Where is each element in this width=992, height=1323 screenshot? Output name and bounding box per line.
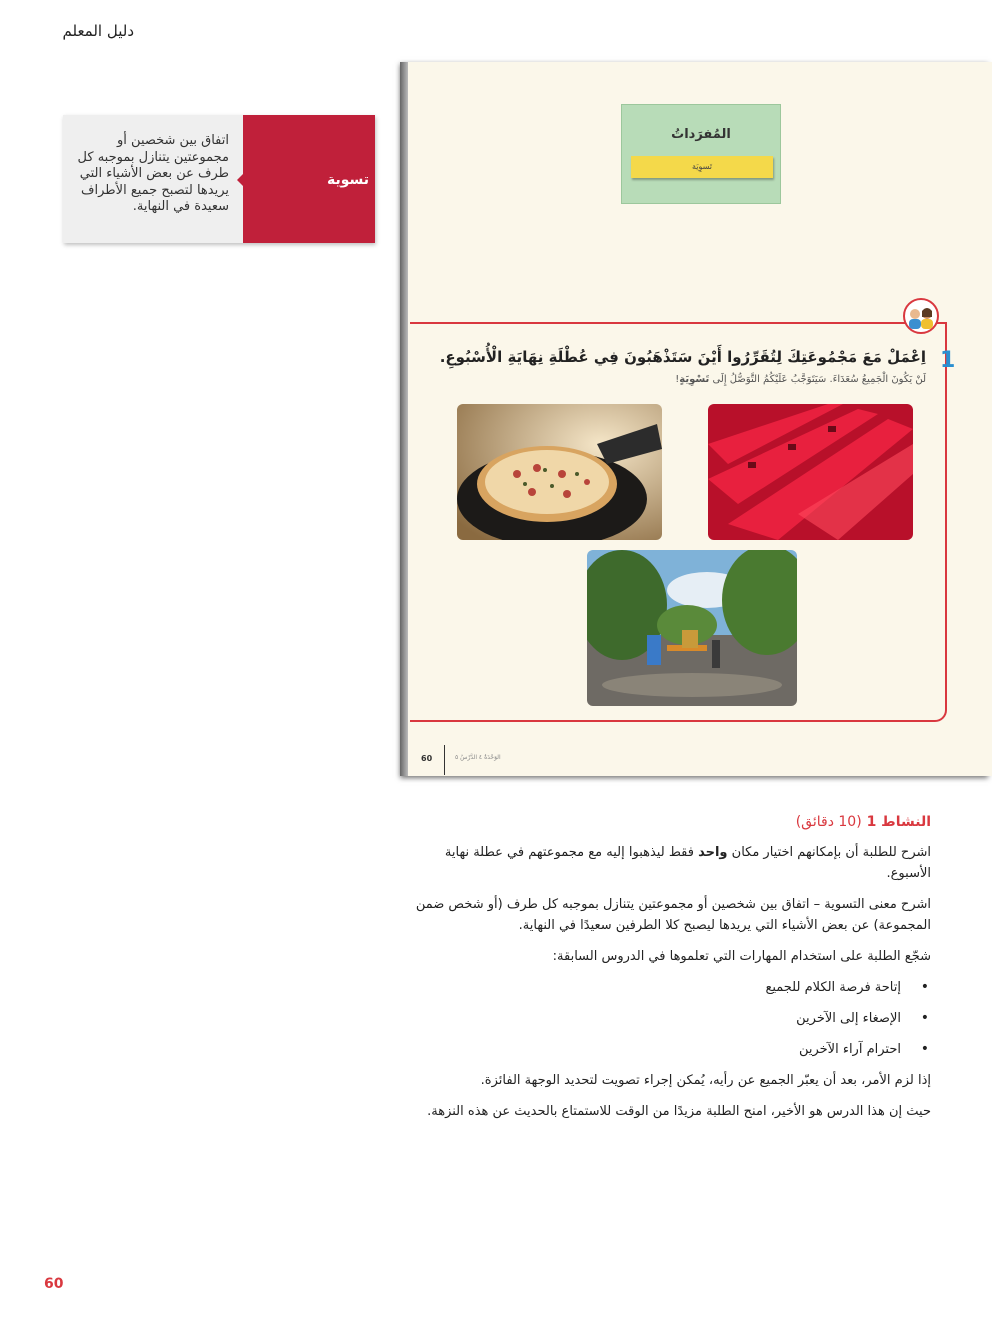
- list-item: • احترام آراء الآخرين: [400, 1039, 901, 1060]
- note-paragraph-1-end: فقط ليذهبوا إليه مع مجموعتهم في عطلة نهاية الأسبوع.: [444, 845, 931, 881]
- group-avatars-icon: [897, 297, 945, 335]
- guide-title: دليل المعلم: [62, 22, 134, 40]
- skills-list: [400, 977, 931, 1060]
- cinema-seats-photo: [708, 404, 913, 540]
- glossary-definition: اتفاق بين شخصين أو مجموعتين يتنازل بموجبه كل طرف عن بعض الأشياء التي يريدها لتصبح جميع الأطراف سعيدة في النهاية.: [63, 115, 243, 243]
- activity-subtitle-text: لَنْ يَكُونَ الْجَمِيعُ سُعَدَاءَ. سَيَتَوَجَّبُ عَلَيْكُمُ التَّوَصُّلُ إِلَى: [709, 374, 926, 385]
- textbook-unit-label: الوَحْدَةُ ٤ الدَّرْسُ ٥: [455, 754, 501, 761]
- note-paragraph-4: إذا لزم الأمر، بعد أن يعبّر الجميع عن رأيه، يُمكن إجراء تصويت لتحديد الوجهة الفائزة.: [480, 1073, 931, 1088]
- note-paragraph-1: [400, 842, 931, 884]
- activity-duration: (10 دقائق): [795, 814, 862, 830]
- activity-heading-label: النشاط 1: [866, 814, 931, 830]
- activity-subtitle-end: !: [675, 374, 680, 385]
- activity-subtitle-keyword: تَسْوِيَةٍ: [679, 374, 710, 385]
- note-paragraph-1-start: اشرح للطلبة أن بإمكانهم اختيار مكان: [727, 845, 931, 860]
- glossary-term-box: [243, 115, 375, 243]
- page-number: 60: [44, 1276, 64, 1292]
- vocabulary-title: المُفرَداتُ: [671, 127, 731, 142]
- glossary-term: تسوية: [326, 172, 369, 188]
- park-playground-photo: [587, 550, 797, 706]
- teacher-notes: [400, 812, 931, 1132]
- note-paragraph-3: شجّع الطلبة على استخدام المهارات التي تعلموها في الدروس السابقة:: [552, 949, 931, 964]
- activity-subtitle: [430, 374, 926, 385]
- vocabulary-word-card: تَسوِيَة: [631, 156, 773, 178]
- footer-divider: [444, 745, 445, 775]
- note-paragraph-5: حيث إن هذا الدرس هو الأخير، امنح الطلبة مزيدًا من الوقت للاستمتاع بالحديث عن هذه النزهة.: [427, 1104, 931, 1119]
- list-item: • إتاحة فرصة الكلام للجميع: [400, 977, 901, 998]
- activity-title: اِعْمَلْ مَعَ مَجْمُوعَتِكَ لِتُقَرِّرُوا أَيْنَ سَتَذْهَبُونَ فِي عُطْلَةِ نِهَايَةِ الْأُسْبُوعِ.: [439, 348, 926, 366]
- list-item: • الإصغاء إلى الآخرين: [400, 1008, 901, 1029]
- textbook-page-number: 60: [421, 754, 433, 763]
- note-paragraph-1-emphasis: واحد: [698, 845, 728, 860]
- activity-heading: [400, 812, 931, 833]
- glossary-card: [63, 115, 375, 243]
- pizza-photo: [457, 404, 662, 540]
- page-binding-edge: [400, 62, 408, 776]
- note-paragraph-2: اشرح معنى التسوية – اتفاق بين شخصين أو مجموعتين يتنازل بموجبه كل طرف (أو شخص ضمن المجموعة) عن بعض الأشياء التي يريدها ليصبح كلا الطرفين سعيدًا في النهاية.: [415, 897, 931, 933]
- vocabulary-box: [621, 104, 781, 204]
- activity-number: 1: [940, 348, 956, 373]
